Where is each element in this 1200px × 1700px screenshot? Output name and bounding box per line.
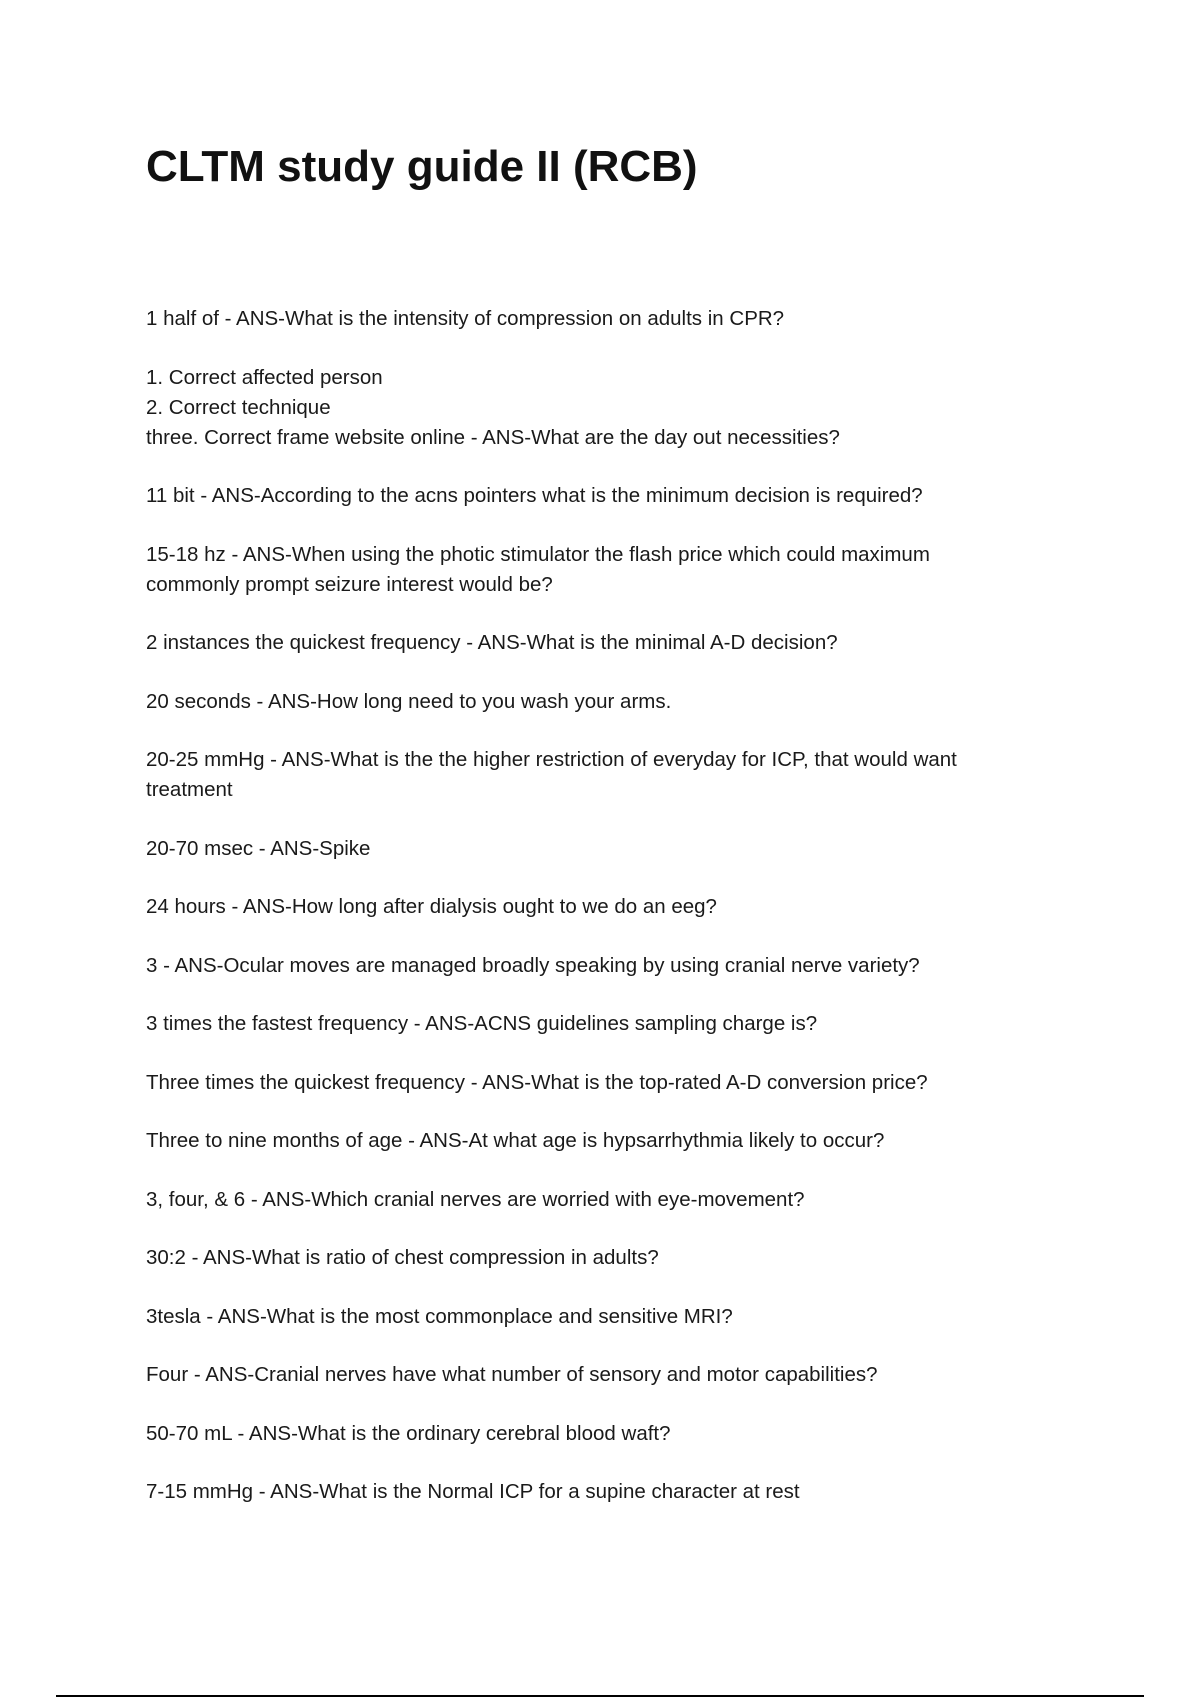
qa-entry-line: 20 seconds - ANS-How long need to you wash your arms. <box>146 689 672 713</box>
qa-list <box>146 304 1046 1536</box>
qa-entry-line: 3, four, & 6 - ANS-Which cranial nerves are worried with eye-movement? <box>146 1187 805 1211</box>
qa-entry <box>146 1068 1046 1098</box>
qa-entry-line: Three times the quickest frequency - ANS-What is the top-rated A-D conversion price? <box>146 1070 928 1094</box>
qa-entry <box>146 363 1046 453</box>
qa-entry <box>146 892 1046 922</box>
qa-entry <box>146 745 1046 805</box>
qa-entry-line: 50-70 mL - ANS-What is the ordinary cerebral blood waft? <box>146 1421 671 1445</box>
qa-entry <box>146 1477 1046 1507</box>
footer-divider <box>56 1695 1144 1697</box>
qa-entry <box>146 540 1046 600</box>
qa-entry-line: 20-70 msec - ANS-Spike <box>146 836 371 860</box>
qa-entry <box>146 951 1046 981</box>
qa-entry-line: 3 times the fastest frequency - ANS-ACNS guidelines sampling charge is? <box>146 1012 818 1035</box>
qa-entry-line: commonly prompt seizure interest would be? <box>146 572 553 596</box>
qa-entry-line: 3 - ANS-Ocular moves are managed broadly speaking by using cranial nerve variety? <box>146 953 920 977</box>
document-title: CLTM study guide II (RCB) <box>146 142 698 191</box>
qa-entry <box>146 1185 1046 1215</box>
qa-entry-line: 11 bit - ANS-According to the acns pointers what is the minimum decision is required? <box>146 484 923 507</box>
qa-entry-line: 3tesla - ANS-What is the most commonplace and sensitive MRI? <box>146 1304 733 1328</box>
qa-entry-line: three. Correct frame website online - ANS-What are the day out necessities? <box>146 425 840 449</box>
qa-entry-line: 1 half of - ANS-What is the intensity of compression on adults in CPR? <box>146 307 785 330</box>
qa-entry <box>146 1302 1046 1332</box>
qa-entry <box>146 687 1046 717</box>
qa-entry-line: 30:2 - ANS-What is ratio of chest compression in adults? <box>146 1246 659 1269</box>
qa-entry-line: 15-18 hz - ANS-When using the photic stimulator the flash price which could maximum <box>146 542 930 566</box>
qa-entry <box>146 304 1046 334</box>
qa-entry-line: 2 instances the quickest frequency - ANS-What is the minimal A-D decision? <box>146 631 838 654</box>
qa-entry <box>146 1009 1046 1039</box>
qa-entry <box>146 834 1046 864</box>
qa-entry-line: treatment <box>146 778 233 801</box>
qa-entry-line: 24 hours - ANS-How long after dialysis ought to we do an eeg? <box>146 895 717 918</box>
qa-entry <box>146 1360 1046 1390</box>
qa-entry-line: 1. Correct affected person <box>146 365 383 389</box>
qa-entry-line: Four - ANS-Cranial nerves have what number of sensory and motor capabilities? <box>146 1363 878 1386</box>
qa-entry <box>146 481 1046 511</box>
qa-entry-line: 20-25 mmHg - ANS-What is the the higher restriction of everyday for ICP, that would want <box>146 748 957 771</box>
qa-entry-line: Three to nine months of age - ANS-At what age is hypsarrhythmia likely to occur? <box>146 1129 885 1152</box>
qa-entry-line: 7-15 mmHg - ANS-What is the Normal ICP for a supine character at rest <box>146 1480 800 1503</box>
qa-entry <box>146 1126 1046 1156</box>
qa-entry <box>146 628 1046 658</box>
qa-entry <box>146 1419 1046 1449</box>
qa-entry <box>146 1243 1046 1273</box>
qa-entry-line: 2. Correct technique <box>146 395 331 419</box>
